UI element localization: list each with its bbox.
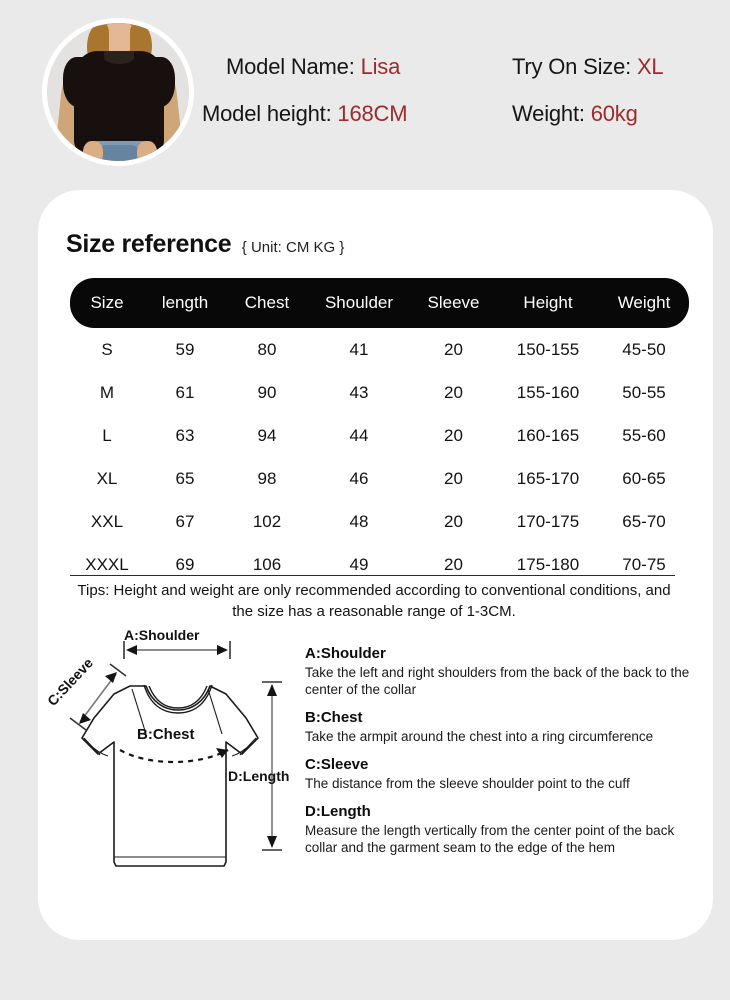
model-name-label: Model Name: <box>226 54 355 79</box>
size-reference-card <box>38 190 713 940</box>
cell-length: 61 <box>175 382 195 402</box>
model-height-label: Model height: <box>202 101 332 126</box>
header-weight: Weight <box>599 278 689 328</box>
tips-text: Tips: Height and weight are only recommended according to conventional conditions, and the size has a reasonable range of 1-3CM. <box>77 582 671 620</box>
size-table-header-row <box>70 278 689 328</box>
cell-height: 170-175 <box>516 511 580 531</box>
cell-length: 65 <box>175 468 195 488</box>
label-d-length: D:Length <box>228 768 290 784</box>
model-weight-value: 60kg <box>590 101 638 126</box>
cell-length: 59 <box>175 339 195 359</box>
description-shoulder-title: A:Shoulder <box>305 645 386 662</box>
description-chest-body: Take the armpit around the chest into a ring circumference <box>305 729 654 744</box>
size-table-head <box>70 278 689 328</box>
model-photo <box>42 18 194 166</box>
header-shoulder: Shoulder <box>308 278 410 328</box>
header-size: Size <box>70 278 144 328</box>
cell-weight: 55-60 <box>622 425 666 445</box>
size-table-body <box>70 328 689 586</box>
size-table <box>70 278 689 586</box>
cell-length: 63 <box>175 425 195 445</box>
cell-shoulder: 46 <box>349 468 369 488</box>
cell-size: S <box>101 339 113 359</box>
model-name-line <box>226 54 400 80</box>
measurement-descriptions <box>305 645 705 867</box>
cell-shoulder: 44 <box>349 425 369 445</box>
header-sleeve: Sleeve <box>410 278 497 328</box>
cell-shoulder: 48 <box>349 511 369 531</box>
cell-size: XXXL <box>85 554 129 574</box>
try-on-size-label: Try On Size: <box>512 54 632 79</box>
cell-height: 165-170 <box>516 468 580 488</box>
label-a-shoulder: A:Shoulder <box>124 627 200 643</box>
table-row <box>70 500 689 543</box>
description-length-body: Measure the length vertically from the center point of the back collar and the garment seam to the edge of the hem <box>305 823 675 855</box>
header-height: Height <box>497 278 599 328</box>
cell-sleeve: 20 <box>444 554 463 574</box>
cell-chest: 90 <box>257 382 277 402</box>
label-b-chest: B:Chest <box>137 726 195 743</box>
table-row <box>70 371 689 414</box>
header-length: length <box>144 278 226 328</box>
cell-height: 160-165 <box>516 425 580 445</box>
cell-length: 69 <box>175 554 195 574</box>
model-info-header <box>0 0 730 185</box>
cell-chest: 94 <box>257 425 277 445</box>
cell-size: L <box>102 425 112 445</box>
table-row <box>70 457 689 500</box>
description-shoulder-body: Take the left and right shoulders from the back of the back to the center of the collar <box>305 665 690 697</box>
table-row <box>70 328 689 371</box>
tshirt-measurement-diagram <box>38 626 338 886</box>
cell-sleeve: 20 <box>444 382 463 402</box>
table-row <box>70 414 689 457</box>
description-sleeve <box>305 756 705 792</box>
cell-size: XL <box>96 468 118 488</box>
chest-measure-arc <box>120 750 228 762</box>
cell-shoulder: 43 <box>349 382 369 402</box>
label-c-sleeve: C:Sleeve <box>44 654 97 709</box>
model-photo-scene <box>47 23 189 161</box>
cell-weight: 45-50 <box>622 339 666 359</box>
cell-shoulder: 41 <box>349 339 369 359</box>
cell-weight: 65-70 <box>622 511 666 531</box>
cell-shoulder: 49 <box>349 554 369 574</box>
cell-chest: 80 <box>257 339 277 359</box>
cell-chest: 102 <box>252 511 282 531</box>
model-weight-line <box>512 101 638 127</box>
cell-chest: 98 <box>257 468 277 488</box>
cell-sleeve: 20 <box>444 511 463 531</box>
description-sleeve-title: C:Sleeve <box>305 756 369 773</box>
cell-weight: 70-75 <box>622 554 666 574</box>
model-name-value: Lisa <box>360 54 401 79</box>
description-length-title: D:Length <box>305 803 371 820</box>
model-tshirt-collar <box>104 51 134 64</box>
model-right-hand <box>137 141 157 165</box>
shoulder-measure-arrow <box>124 641 230 659</box>
model-left-hand <box>83 141 103 165</box>
header-chest: Chest <box>226 278 308 328</box>
size-reference-unit: { Unit: CM KG } <box>241 239 345 256</box>
cell-height: 175-180 <box>516 554 580 574</box>
try-on-size-line <box>512 54 663 80</box>
model-height-line <box>202 101 407 127</box>
tips-divider <box>70 575 675 576</box>
description-length <box>305 803 705 856</box>
try-on-size-value: XL <box>636 54 664 79</box>
cell-height: 150-155 <box>516 339 580 359</box>
cell-length: 67 <box>175 511 195 531</box>
model-jeans-shading <box>99 145 139 166</box>
model-weight-label: Weight: <box>512 101 585 126</box>
model-tshirt-body <box>74 51 164 153</box>
size-reference-title: Size reference <box>66 230 232 258</box>
size-reference-heading <box>66 230 344 259</box>
cell-chest: 106 <box>252 554 282 574</box>
cell-weight: 50-55 <box>622 382 666 402</box>
cell-size: M <box>99 382 115 402</box>
cell-weight: 60-65 <box>622 468 666 488</box>
description-shoulder <box>305 645 705 698</box>
cell-height: 155-160 <box>516 382 580 402</box>
model-height-value: 168CM <box>337 101 408 126</box>
cell-sleeve: 20 <box>444 425 463 445</box>
cell-size: XXL <box>90 511 124 531</box>
length-measure-arrow <box>262 682 282 850</box>
description-chest <box>305 709 705 745</box>
description-chest-title: B:Chest <box>305 709 363 726</box>
description-sleeve-body: The distance from the sleeve shoulder point to the cuff <box>305 776 630 791</box>
cell-sleeve: 20 <box>444 468 463 488</box>
cell-sleeve: 20 <box>444 339 463 359</box>
